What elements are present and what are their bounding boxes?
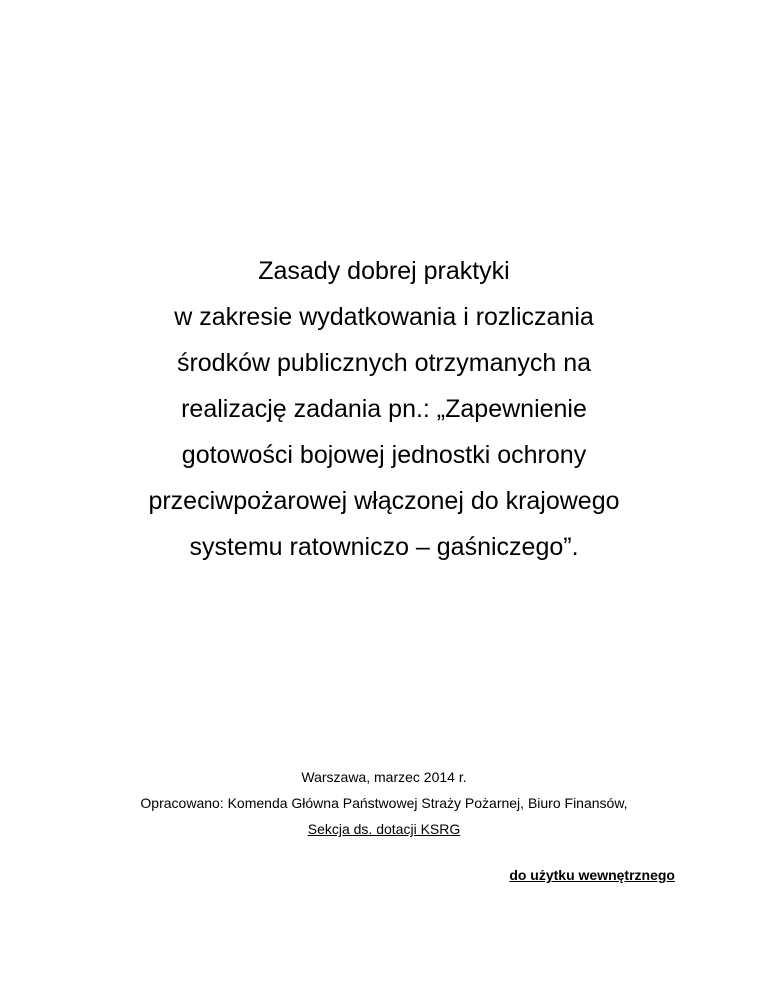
- title-line: przeciwpożarowej włączonej do krajowego: [148, 487, 620, 515]
- title-line: systemu ratowniczo – gaśniczego”.: [189, 533, 579, 561]
- title-line: w zakresie wydatkowania i rozliczania: [174, 303, 594, 331]
- title-line: gotowości bojowej jednostki ochrony: [181, 441, 587, 469]
- prepared-by: Opracowano: Komenda Główna Państwowej Straży Pożarnej, Biuro Finansów,: [140, 795, 628, 811]
- document-title: [0, 248, 768, 570]
- title-line: środków publicznych otrzymanych na: [176, 349, 592, 377]
- document-meta: [0, 764, 768, 842]
- place-date: Warszawa, marzec 2014 r.: [301, 769, 467, 785]
- internal-use-note: do użytku wewnętrznego: [509, 867, 675, 883]
- title-line: Zasady dobrej praktyki: [258, 257, 510, 285]
- title-line: realizację zadania pn.: „Zapewnienie: [181, 395, 587, 423]
- section-name: Sekcja ds. dotacji KSRG: [307, 821, 461, 837]
